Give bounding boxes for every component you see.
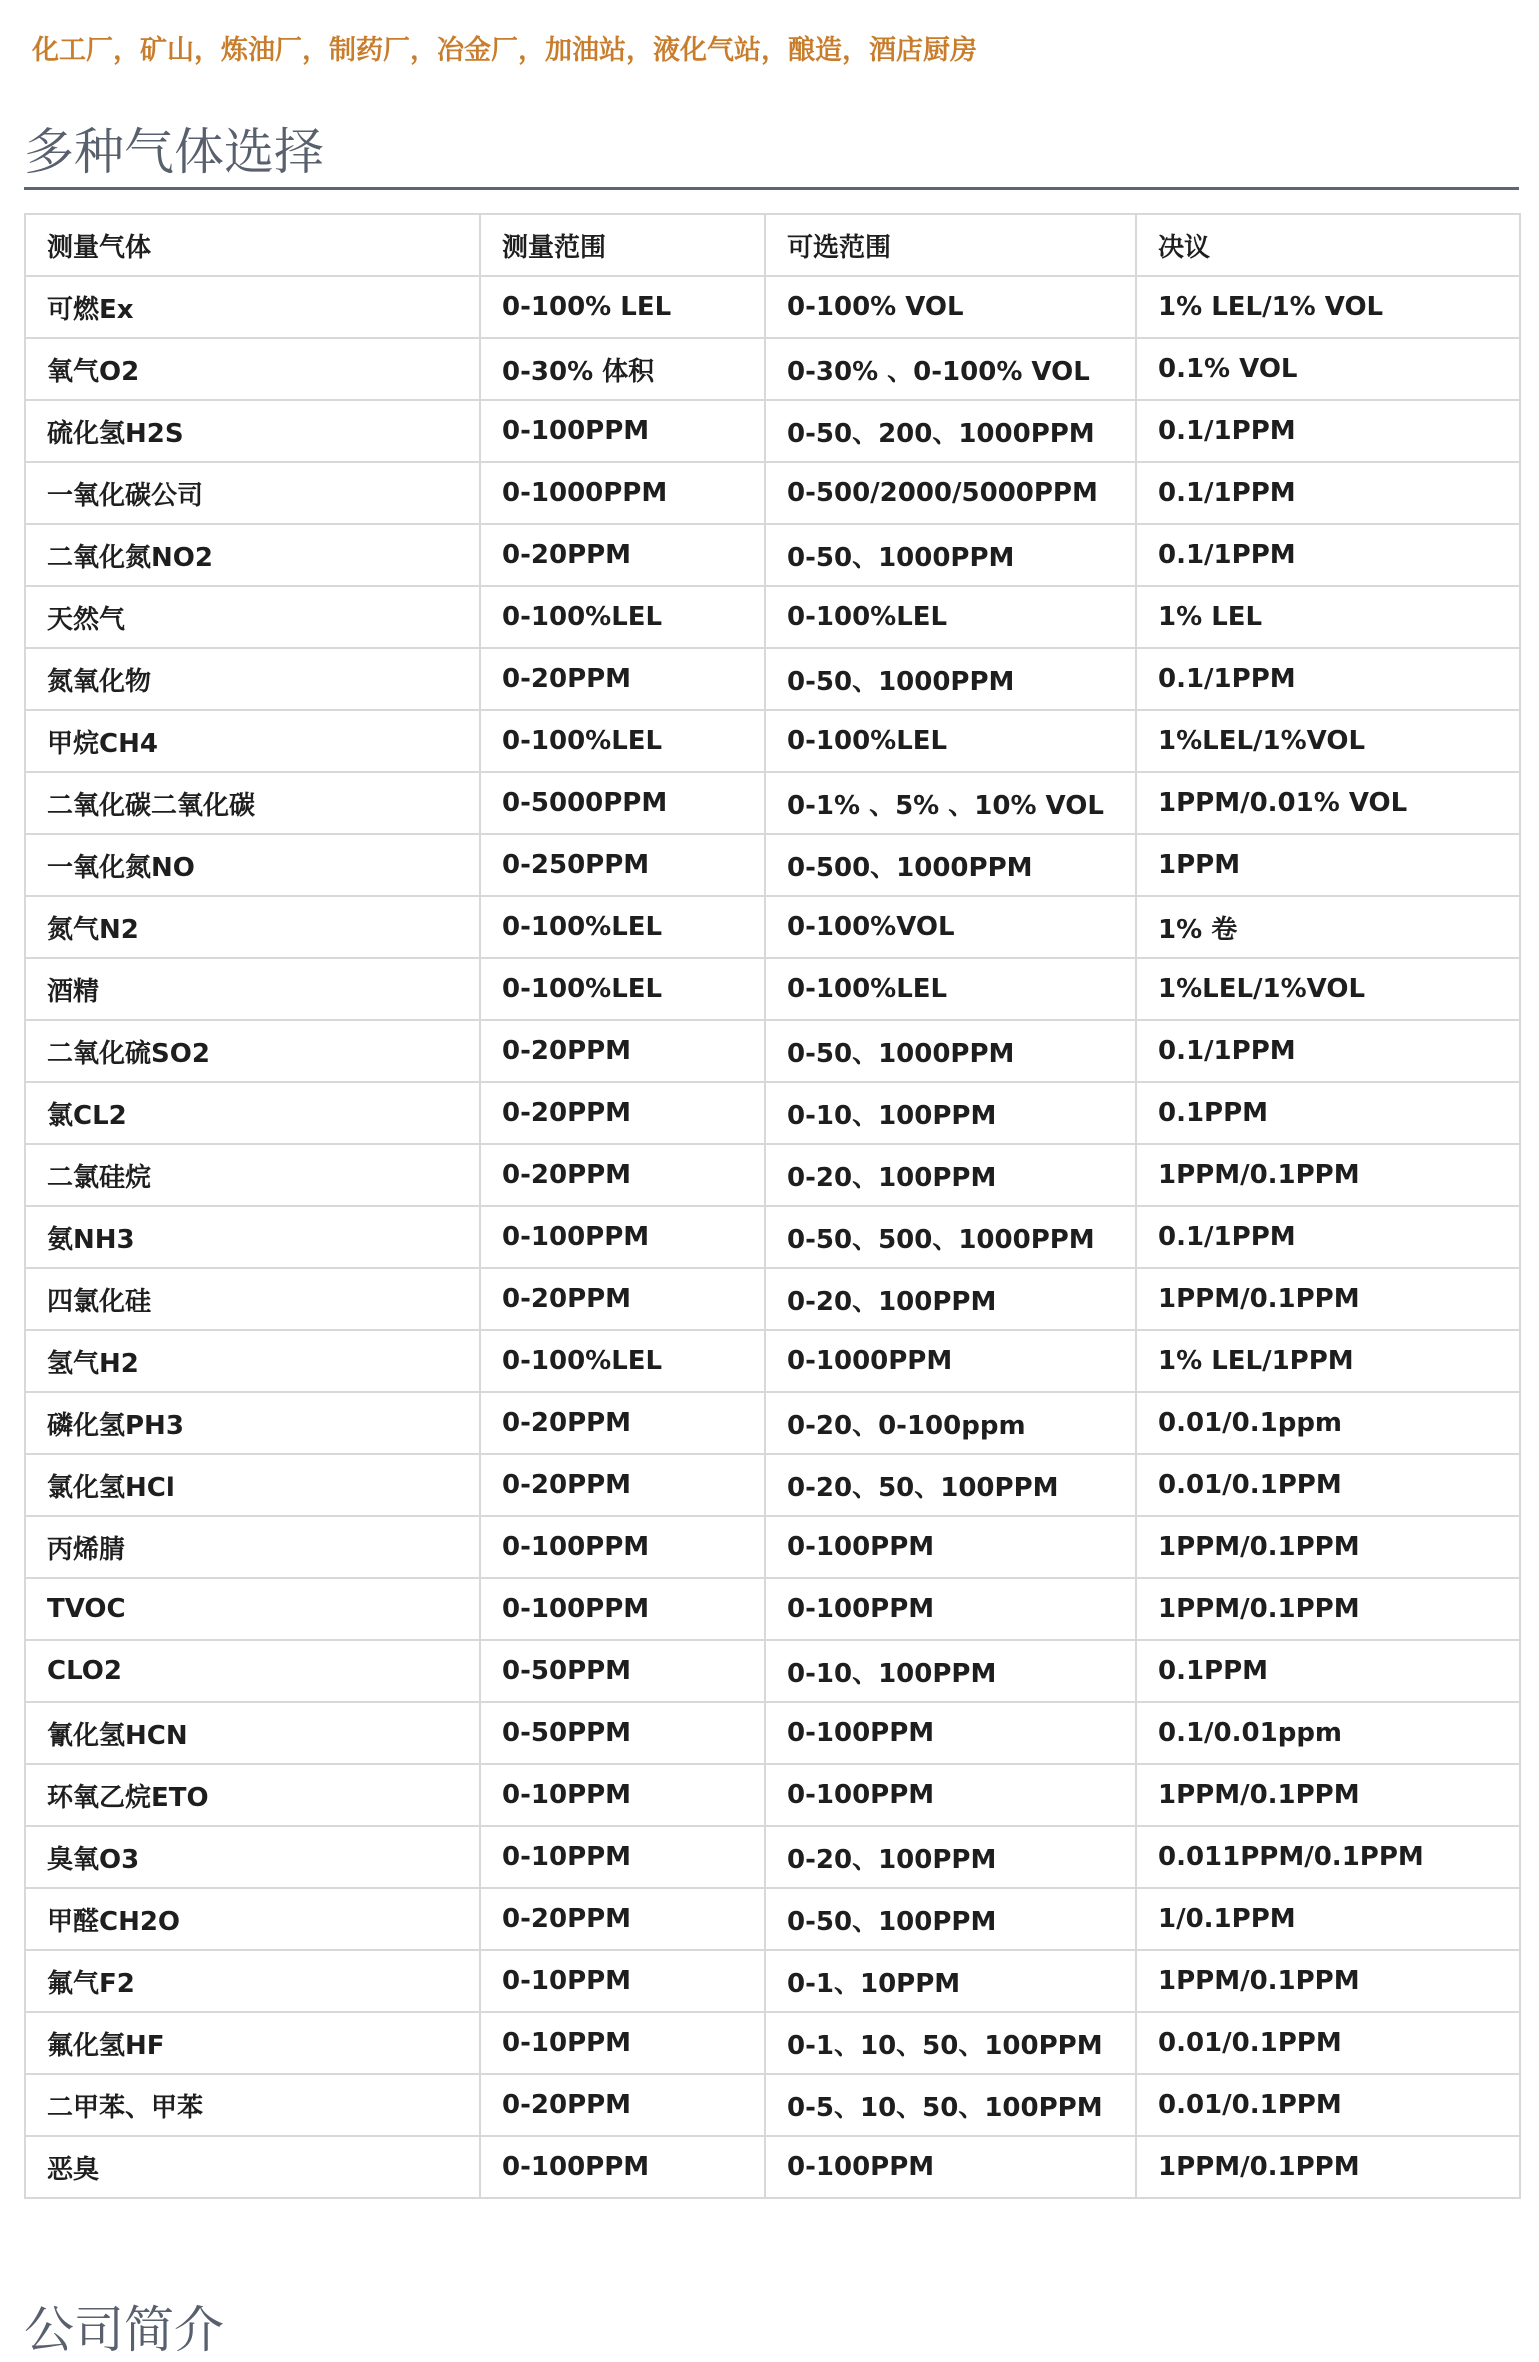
cell-optional-range: 0-100%LEL xyxy=(765,586,1136,648)
cell-gas: CLO2 xyxy=(25,1640,480,1702)
cell-gas: 四氯化硅 xyxy=(25,1268,480,1330)
table-row xyxy=(25,1144,1520,1206)
cell-gas: 恶臭 xyxy=(25,2136,480,2198)
cell-optional-range: 0-500、1000PPM xyxy=(765,834,1136,896)
cell-measure-range: 0-20PPM xyxy=(480,1082,765,1144)
cell-gas: 氢气H2 xyxy=(25,1330,480,1392)
cell-resolution: 1PPM/0.1PPM xyxy=(1136,1950,1520,2012)
table-row xyxy=(25,1640,1520,1702)
cell-measure-range: 0-10PPM xyxy=(480,1764,765,1826)
cell-measure-range: 0-5000PPM xyxy=(480,772,765,834)
cell-optional-range: 0-30% 、0-100% VOL xyxy=(765,338,1136,400)
cell-resolution: 1PPM/0.01% VOL xyxy=(1136,772,1520,834)
table-row xyxy=(25,1392,1520,1454)
cell-optional-range: 0-10、100PPM xyxy=(765,1082,1136,1144)
table-row xyxy=(25,710,1520,772)
table-row xyxy=(25,1020,1520,1082)
cell-gas: 二氧化碳二氧化碳 xyxy=(25,772,480,834)
cell-resolution: 0.1/1PPM xyxy=(1136,400,1520,462)
table-row xyxy=(25,772,1520,834)
cell-measure-range: 0-20PPM xyxy=(480,1144,765,1206)
cell-measure-range: 0-100PPM xyxy=(480,1578,765,1640)
cell-measure-range: 0-100%LEL xyxy=(480,586,765,648)
cell-measure-range: 0-20PPM xyxy=(480,648,765,710)
cell-measure-range: 0-30% 体积 xyxy=(480,338,765,400)
cell-gas: TVOC xyxy=(25,1578,480,1640)
table-row xyxy=(25,1082,1520,1144)
cell-gas: 氧气O2 xyxy=(25,338,480,400)
cell-measure-range: 0-1000PPM xyxy=(480,462,765,524)
cell-measure-range: 0-100%LEL xyxy=(480,710,765,772)
cell-resolution: 0.1PPM xyxy=(1136,1082,1520,1144)
cell-resolution: 0.1/1PPM xyxy=(1136,524,1520,586)
table-row xyxy=(25,1268,1520,1330)
cell-gas: 氟化氢HF xyxy=(25,2012,480,2074)
table-row xyxy=(25,400,1520,462)
table-row xyxy=(25,1950,1520,2012)
cell-gas: 磷化氢PH3 xyxy=(25,1392,480,1454)
cell-measure-range: 0-100PPM xyxy=(480,2136,765,2198)
cell-resolution: 1% LEL/1% VOL xyxy=(1136,276,1520,338)
table-row xyxy=(25,338,1520,400)
cell-optional-range: 0-100PPM xyxy=(765,1516,1136,1578)
cell-optional-range: 0-20、0-100ppm xyxy=(765,1392,1136,1454)
cell-optional-range: 0-1、10、50、100PPM xyxy=(765,2012,1136,2074)
cell-gas: 甲烷CH4 xyxy=(25,710,480,772)
cell-resolution: 0.1/1PPM xyxy=(1136,462,1520,524)
cell-optional-range: 0-20、100PPM xyxy=(765,1144,1136,1206)
table-row xyxy=(25,2136,1520,2198)
cell-resolution: 0.1PPM xyxy=(1136,1640,1520,1702)
next-section-title: 公司简介 xyxy=(24,2301,224,2359)
cell-gas: 一氧化碳公司 xyxy=(25,462,480,524)
table-header-row xyxy=(25,214,1520,276)
table-row xyxy=(25,1702,1520,1764)
cell-gas: 甲醛CH2O xyxy=(25,1888,480,1950)
cell-resolution: 0.01/0.1PPM xyxy=(1136,1454,1520,1516)
table-row xyxy=(25,834,1520,896)
table-row xyxy=(25,958,1520,1020)
table-row xyxy=(25,276,1520,338)
cell-gas: 氮气N2 xyxy=(25,896,480,958)
cell-gas: 氯CL2 xyxy=(25,1082,480,1144)
cell-optional-range: 0-100%LEL xyxy=(765,710,1136,772)
cell-resolution: 0.1/0.01ppm xyxy=(1136,1702,1520,1764)
cell-optional-range: 0-50、200、1000PPM xyxy=(765,400,1136,462)
cell-optional-range: 0-10、100PPM xyxy=(765,1640,1136,1702)
cell-gas: 一氧化氮NO xyxy=(25,834,480,896)
header-optional-range: 可选范围 xyxy=(765,214,1136,276)
cell-gas: 环氧乙烷ETO xyxy=(25,1764,480,1826)
cell-optional-range: 0-500/2000/5000PPM xyxy=(765,462,1136,524)
section-title: 多种气体选择 xyxy=(24,123,324,181)
cell-resolution: 1% 卷 xyxy=(1136,896,1520,958)
cell-measure-range: 0-100% LEL xyxy=(480,276,765,338)
cell-resolution: 1PPM xyxy=(1136,834,1520,896)
table-row xyxy=(25,1764,1520,1826)
cell-optional-range: 0-50、1000PPM xyxy=(765,524,1136,586)
table-body xyxy=(25,276,1520,2198)
cell-optional-range: 0-1、10PPM xyxy=(765,1950,1136,2012)
cell-optional-range: 0-100PPM xyxy=(765,2136,1136,2198)
cell-resolution: 0.01/0.1PPM xyxy=(1136,2074,1520,2136)
cell-resolution: 1PPM/0.1PPM xyxy=(1136,1764,1520,1826)
cell-resolution: 0.01/0.1ppm xyxy=(1136,1392,1520,1454)
table-row xyxy=(25,1578,1520,1640)
cell-optional-range: 0-100%LEL xyxy=(765,958,1136,1020)
cell-gas: 氟气F2 xyxy=(25,1950,480,2012)
table-row xyxy=(25,524,1520,586)
cell-measure-range: 0-100PPM xyxy=(480,1516,765,1578)
gas-selection-table xyxy=(24,213,1521,2199)
table-row xyxy=(25,1826,1520,1888)
cell-optional-range: 0-1% 、5% 、10% VOL xyxy=(765,772,1136,834)
cell-measure-range: 0-20PPM xyxy=(480,1020,765,1082)
cell-measure-range: 0-20PPM xyxy=(480,2074,765,2136)
cell-optional-range: 0-100PPM xyxy=(765,1578,1136,1640)
cell-optional-range: 0-50、500、1000PPM xyxy=(765,1206,1136,1268)
table-row xyxy=(25,1330,1520,1392)
cell-resolution: 0.01/0.1PPM xyxy=(1136,2012,1520,2074)
cell-optional-range: 0-50、100PPM xyxy=(765,1888,1136,1950)
cell-gas: 可燃Ex xyxy=(25,276,480,338)
cell-measure-range: 0-10PPM xyxy=(480,2012,765,2074)
table-row xyxy=(25,462,1520,524)
cell-optional-range: 0-1000PPM xyxy=(765,1330,1136,1392)
cell-measure-range: 0-50PPM xyxy=(480,1702,765,1764)
cell-resolution: 1% LEL/1PPM xyxy=(1136,1330,1520,1392)
cell-gas: 硫化氢H2S xyxy=(25,400,480,462)
cell-resolution: 1PPM/0.1PPM xyxy=(1136,1268,1520,1330)
cell-gas: 氰化氢HCN xyxy=(25,1702,480,1764)
header-resolution: 决议 xyxy=(1136,214,1520,276)
cell-measure-range: 0-250PPM xyxy=(480,834,765,896)
cell-optional-range: 0-5、10、50、100PPM xyxy=(765,2074,1136,2136)
table-row xyxy=(25,2074,1520,2136)
cell-measure-range: 0-20PPM xyxy=(480,1888,765,1950)
cell-measure-range: 0-20PPM xyxy=(480,1268,765,1330)
table-row xyxy=(25,2012,1520,2074)
cell-measure-range: 0-20PPM xyxy=(480,1454,765,1516)
cell-resolution: 1%LEL/1%VOL xyxy=(1136,958,1520,1020)
table-row xyxy=(25,586,1520,648)
cell-gas: 二氧化氮NO2 xyxy=(25,524,480,586)
cell-resolution: 1/0.1PPM xyxy=(1136,1888,1520,1950)
cell-measure-range: 0-100%LEL xyxy=(480,896,765,958)
cell-optional-range: 0-50、1000PPM xyxy=(765,648,1136,710)
table-row xyxy=(25,1516,1520,1578)
header-measure-range: 测量范围 xyxy=(480,214,765,276)
cell-resolution: 1PPM/0.1PPM xyxy=(1136,1144,1520,1206)
cell-resolution: 1%LEL/1%VOL xyxy=(1136,710,1520,772)
cell-measure-range: 0-20PPM xyxy=(480,524,765,586)
cell-measure-range: 0-20PPM xyxy=(480,1392,765,1454)
cell-measure-range: 0-10PPM xyxy=(480,1950,765,2012)
cell-resolution: 1PPM/0.1PPM xyxy=(1136,1578,1520,1640)
cell-resolution: 1PPM/0.1PPM xyxy=(1136,1516,1520,1578)
cell-optional-range: 0-20、100PPM xyxy=(765,1826,1136,1888)
title-underline xyxy=(24,187,1519,190)
cell-gas: 二甲苯、甲苯 xyxy=(25,2074,480,2136)
cell-optional-range: 0-100%VOL xyxy=(765,896,1136,958)
cell-optional-range: 0-100PPM xyxy=(765,1702,1136,1764)
cell-resolution: 0.1/1PPM xyxy=(1136,648,1520,710)
table-row xyxy=(25,1454,1520,1516)
cell-gas: 二氯硅烷 xyxy=(25,1144,480,1206)
cell-measure-range: 0-100%LEL xyxy=(480,958,765,1020)
cell-optional-range: 0-50、1000PPM xyxy=(765,1020,1136,1082)
table-row xyxy=(25,648,1520,710)
cell-gas: 酒精 xyxy=(25,958,480,1020)
cell-optional-range: 0-100PPM xyxy=(765,1764,1136,1826)
header-gas: 测量气体 xyxy=(25,214,480,276)
cell-gas: 氨NH3 xyxy=(25,1206,480,1268)
cell-resolution: 0.1% VOL xyxy=(1136,338,1520,400)
cell-gas: 丙烯腈 xyxy=(25,1516,480,1578)
cell-measure-range: 0-100PPM xyxy=(480,1206,765,1268)
cell-optional-range: 0-20、50、100PPM xyxy=(765,1454,1136,1516)
cell-resolution: 1PPM/0.1PPM xyxy=(1136,2136,1520,2198)
cell-resolution: 0.1/1PPM xyxy=(1136,1020,1520,1082)
cell-gas: 氮氧化物 xyxy=(25,648,480,710)
cell-gas: 臭氧O3 xyxy=(25,1826,480,1888)
cell-measure-range: 0-100PPM xyxy=(480,400,765,462)
cell-measure-range: 0-10PPM xyxy=(480,1826,765,1888)
cell-measure-range: 0-50PPM xyxy=(480,1640,765,1702)
applications-line: 化工厂，矿山，炼油厂，制药厂，冶金厂，加油站，液化气站，酿造，酒店厨房 xyxy=(32,35,977,66)
cell-gas: 二氧化硫SO2 xyxy=(25,1020,480,1082)
cell-resolution: 0.011PPM/0.1PPM xyxy=(1136,1826,1520,1888)
table-row xyxy=(25,896,1520,958)
cell-resolution: 0.1/1PPM xyxy=(1136,1206,1520,1268)
cell-resolution: 1% LEL xyxy=(1136,586,1520,648)
cell-gas: 天然气 xyxy=(25,586,480,648)
cell-measure-range: 0-100%LEL xyxy=(480,1330,765,1392)
cell-optional-range: 0-100% VOL xyxy=(765,276,1136,338)
table-row xyxy=(25,1888,1520,1950)
table-row xyxy=(25,1206,1520,1268)
cell-gas: 氯化氢HCl xyxy=(25,1454,480,1516)
cell-optional-range: 0-20、100PPM xyxy=(765,1268,1136,1330)
